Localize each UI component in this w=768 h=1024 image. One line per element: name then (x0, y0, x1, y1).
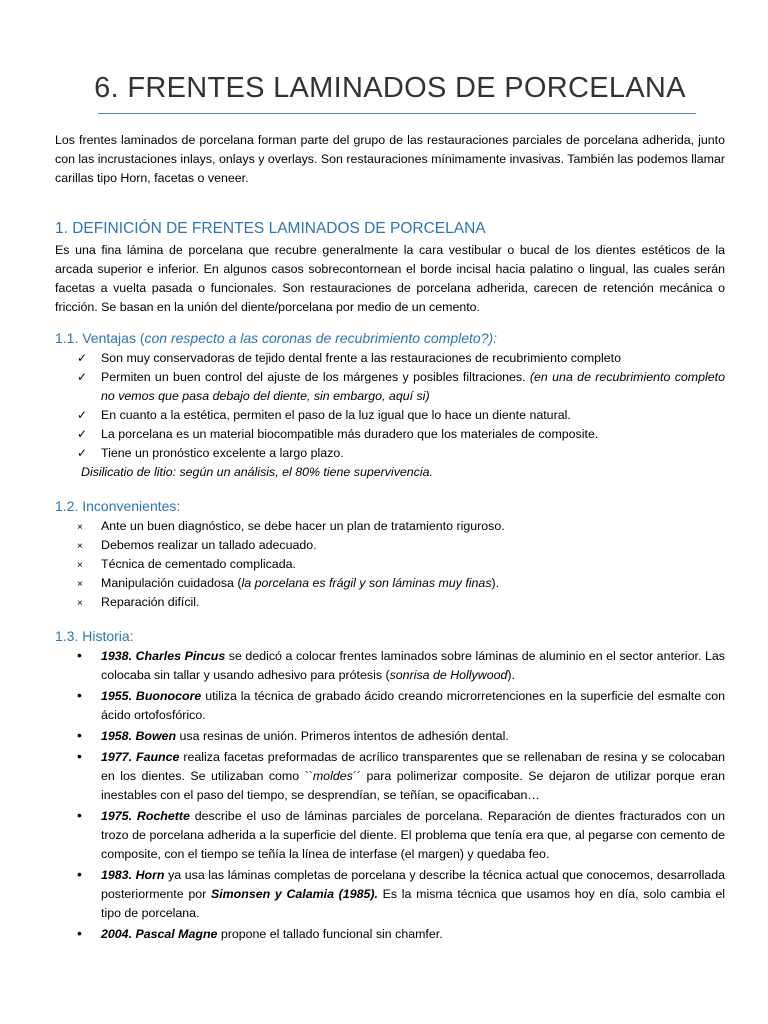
definicion-paragraph: Es una fina lámina de porcelana que recubre generalmente la cara vestibular o bucal de los dientes estéticos de la arcada superior e inferior. En algunos casos sobrecontornean el borde incisal hacia palatino o lingual, las cuales serán facetas a vuelta pasada o funcionales. Son restauraciones de porcelana adherida, carecen de retención mecánica o fricción. Se basan en la unión del diente/porcelana por medio de un cemento. (55, 243, 725, 314)
bullet-icon: • (77, 748, 82, 764)
list-item: ✓ La porcelana es un material biocompatible más duradero que los materiales de composite. (55, 425, 725, 444)
check-icon: ✓ (77, 446, 88, 460)
list-item: × Reparación difícil. (55, 593, 725, 612)
list-item: × Técnica de cementado complicada. (55, 555, 725, 574)
list-item: ✓ Son muy conservadoras de tejido dental frente a las restauraciones de recubrimiento completo (55, 349, 725, 368)
inconvenientes-list (55, 517, 725, 612)
subsection-heading-ventajas: 1.1. Ventajas (con respecto a las coronas de recubrimiento completo?): (55, 330, 498, 346)
bullet-icon: • (77, 687, 82, 703)
bullet-icon: • (77, 807, 82, 823)
bullet-icon: • (77, 727, 82, 743)
list-item: × Debemos realizar un tallado adecuado. (55, 536, 725, 555)
bullet-icon: • (77, 925, 82, 941)
subsection-heading-inconvenientes: 1.2. Inconvenientes: (55, 498, 181, 514)
page-title: 6. FRENTES LAMINADOS DE PORCELANA (94, 72, 686, 104)
subsection-heading-historia: 1.3. Historia: (55, 628, 134, 644)
list-item: • 1983. Horn ya usa las láminas completas de porcelana y describe la técnica actual que conocemos, desarrollada posteriormente por Simonsen y Calamia (1985). Es la misma técnica que usamos hoy en día, solo cambia el tipo de porcelana. (77, 866, 726, 920)
list-item: × Ante un buen diagnóstico, se debe hacer un plan de tratamiento riguroso. (55, 517, 725, 536)
list-item: • 1958. Bowen usa resinas de unión. Primeros intentos de adhesión dental. (77, 727, 509, 743)
check-icon: ✓ (77, 427, 88, 441)
list-item: • 1975. Rochette describe el uso de láminas parciales de porcelana. Reparación de dientes fracturados con un trozo de porcelana adherida a la superficie del diente. El problema que tenía era que, al pegarse con cemento de composite, con el tiempo se teñía la línea de interfase (el margen) y quedaba feo. (77, 807, 725, 861)
cross-icon: × (77, 598, 83, 609)
list-item: ✓ Tiene un pronóstico excelente a largo plazo. (55, 444, 725, 463)
list-item: • 2004. Pascal Magne propone el tallado funcional sin chamfer. (77, 925, 443, 941)
list-item: • 1938. Charles Pincus se dedicó a colocar frentes laminados sobre láminas de aluminio en el sector anterior. Las colocaba sin tallar y usando adhesivo para prótesis (sonrisa de Hollywood). (77, 647, 725, 682)
cross-icon: × (77, 541, 83, 552)
check-icon: ✓ (77, 370, 88, 384)
bullet-icon: • (77, 866, 82, 882)
cross-icon: × (77, 579, 83, 590)
list-item: ✓ En cuanto a la estética, permiten el paso de la luz igual que lo hace un diente natural. (55, 406, 725, 425)
check-icon: ✓ (77, 351, 88, 365)
list-item: • 1955. Buonocore utiliza la técnica de grabado ácido creando microrretenciones en la superficie del esmalte con ácido ortofosfórico. (77, 687, 725, 722)
list-item: ✓ Permiten un buen control del ajuste de los márgenes y posibles filtraciones. (en una de recubrimiento completo no vemos que pasa debajo del diente, sin embargo, aquí si) (77, 370, 725, 403)
bullet-icon: • (77, 647, 82, 663)
check-icon: ✓ (77, 408, 88, 422)
ventajas-list (55, 349, 725, 463)
section-heading-definicion: 1. DEFINICIÓN DE FRENTES LAMINADOS DE PORCELANA (55, 220, 486, 237)
list-item: × Manipulación cuidadosa (la porcelana es frágil y son láminas muy finas). (55, 574, 725, 593)
cross-icon: × (77, 522, 83, 533)
intro-paragraph: Los frentes laminados de porcelana forman parte del grupo de las restauraciones parciales de porcelana adherida, junto con las incrustaciones inlays, onlays y overlays. Son restauraciones mínimamente invasivas. También las podemos llamar carillas tipo Horn, facetas o veneer. (55, 133, 725, 185)
ventajas-note: Disilicatio de litio: según un análisis, el 80% tiene supervivencia. (81, 465, 433, 479)
cross-icon: × (77, 560, 83, 571)
list-item: • 1977. Faunce realiza facetas preformadas de acrílico transparentes que se rellenaban de resina y se colocaban en los dientes. Se utilizaban como ``moldes´´ para polimerizar composite. Se dejaron de utilizar porque eran inestables con el paso del tiempo, se desprendían, se teñían, se opacificaban… (77, 748, 725, 802)
historia-list (55, 647, 725, 944)
title-divider (98, 113, 696, 114)
